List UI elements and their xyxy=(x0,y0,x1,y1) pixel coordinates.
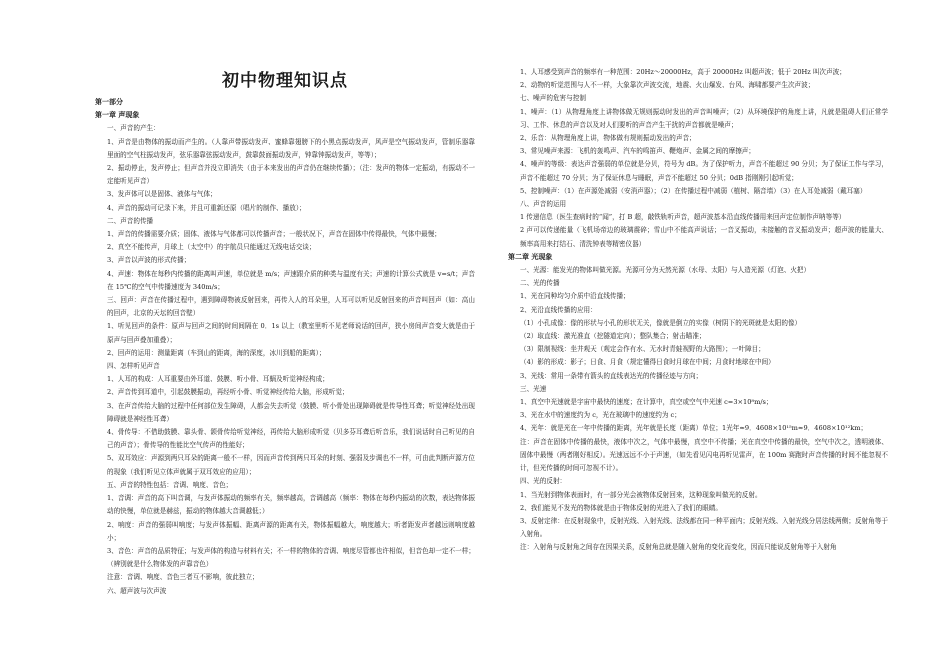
paragraph: 3、发声体可以是固体、液体与气体； xyxy=(107,190,217,199)
paragraph: 1、音调：声音的高下叫音调，与发声体振动的频率有关，频率越高，音调越高（频率：物体在每秒内振动的次数，表达物体振动的快慢，单位就是赫兹，振动的物体越大音调越低；） xyxy=(107,494,475,516)
paragraph: 三、回声：声音在传播过程中，遇到障碍物被反射回来，再传入人的耳朵里，人耳可以听见反射回来的声音叫回声（如：高山的回声，北京的天坛的回音壁） xyxy=(107,296,475,318)
paragraph: 3、常见噪声来源：飞机的轰鸣声、汽车的鸣笛声、鞭炮声、金属之间的摩擦声； xyxy=(520,147,755,156)
paragraph: 一、光源：能发光的物体叫做光源。光源可分为天然光源（水母、太阳）与人造光源（灯泡、火把） xyxy=(520,266,811,275)
paragraph: 一、声音的产生： xyxy=(107,124,160,133)
paragraph: （1）小孔成像：像的形状与小孔的形状无关，像就是倒立的实像（树阴下的光斑就是太阳的像） xyxy=(520,318,802,327)
right-column xyxy=(508,66,888,555)
paragraph: 4、光年：就是光在一年中传播的距离，光年就是长度（距离）单位；1光年≈9．4608×10¹⁵m≈9．4608×10¹²km； xyxy=(520,424,868,433)
paragraph: 1、噪声：（1）从物理角度上讲物体做无规则振动时发出的声音叫噪声；（2）从环境保护的角度上讲，凡就是阻碍人们正常学习、工作、休息的声音以及对人们要听的声音产生干扰的声音都就是噪声； xyxy=(520,107,888,129)
paragraph: 注：声音在固体中传播的最快，液体中次之，气体中最慢，真空中不传播；光在真空中传播的最快，空气中次之，透明液体、固体中最慢（两者刚好相反）。光速远远不小于声速，（如先看见闪电再听见雷声，在 100m 赛跑时声音传播的时间不能忽视不计，但光传播的时间可忽视不计）。 xyxy=(520,437,888,473)
paragraph: 1 传递信息（医生查病时的“闻”，打 B 超，敲铁轨听声音，超声波基本沿直线传播用来回声定位制作声呐等等） xyxy=(520,213,846,222)
paragraph: 2、光沿直线传播的应用： xyxy=(520,305,597,314)
paragraph: 3、反射定律：在反射现象中，反射光线、入射光线、法线都在同一种平面内；反射光线、入射光线分居法线两侧；反射角等于入射角。 xyxy=(520,516,888,539)
paragraph: 3、音色：声音的品质特征；与发声体的构造与材料有关；不一样的物体的音调、响度尽管都也许相似，但音色却一定不一样；（辨别就是什么物体发的声靠音色） xyxy=(107,546,475,569)
paragraph: 注意：音调、响度、音色三者互不影响，彼此独立； xyxy=(107,573,259,582)
paragraph: 1、声音是由物体的振动而产生的。（人靠声带振动发声、蜜蜂靠翅膀下的小黑点振动发声，风声是空气振动发声，管制乐器靠里面的空气柱振动发声，弦乐器靠弦振动发声，鼓靠鼓面振动发声，钟靠钟振动发声，等等）； xyxy=(107,137,475,159)
paragraph: （2）取直线：激光准直（挖隧道定向）；整队集合；射击瞄准； xyxy=(520,332,706,341)
paragraph: 二、声音的传播 xyxy=(107,216,154,225)
paragraph: 2、回声的运用：测量距离（车到山的距离，海的深度，冰川到船的距离）； xyxy=(107,348,326,357)
paragraph: 2、真空不能传声，月球上（太空中）的宇航员只能通过无线电话交谈； xyxy=(107,243,316,252)
paragraph: 2、响度：声音的强弱叫响度；与发声体振幅、距离声源的距离有关，物体振幅越大，响度越大；听者距发声者越远则响度越小； xyxy=(107,520,475,542)
paragraph: 4、声速：物体在每秒内传播的距离叫声速，单位就是 m/s；声速跟介质的种类与温度有关；声速的计算公式就是 v=s/t；声音在 15℃的空气中传播速度为 340m/s； xyxy=(107,269,475,291)
paragraph: 五、声音的特性包括：音调、响度、音色； xyxy=(107,480,233,489)
paragraph: 2、振动停止，发声停止；但声音并没立即消失（由于本来发出的声音仍在继续传播）；（注：发声的物体一定振动，有振动不一定能听见声音） xyxy=(107,164,475,186)
paragraph: 1、真空中光速就是宇宙中最快的速度；在计算中，真空或空气中光速 c=3×10⁸m/s； xyxy=(520,398,773,407)
paragraph: 注：入射角与反射角之间存在因果关系，反射角总就是随入射角的变化而变化，因而只能说反射角等于入射角 xyxy=(520,543,837,552)
paragraph: 四、怎样听见声音 xyxy=(107,362,160,371)
paragraph: （3）限制视线：坐井观天（观定会作有水、无水时青蛙视野的大路图）；一叶障目； xyxy=(520,345,765,354)
paragraph: 2、动物的听觉范围与人不一样，大象靠次声波交流，地震、火山爆发、台风、海啸都要产生次声波； xyxy=(520,81,815,90)
section-heading: 第一章 声现象 xyxy=(95,111,140,120)
left-column xyxy=(95,66,475,598)
paragraph: 5、控制噪声：（1）在声源处减弱（安消声器）；（2）在传播过程中减弱（植树、隔音墙）（3）在人耳处减弱（戴耳塞） xyxy=(520,186,867,195)
paragraph: 1、人耳的构成：人耳重要由外耳道、鼓膜、听小骨、耳蜗及听觉神经构成； xyxy=(107,375,329,384)
paragraph: 2、声音传到耳道中，引起鼓膜振动，再经听小骨、听觉神经传给大脑，形成听觉； xyxy=(107,388,349,397)
section-heading: 第二章 光现象 xyxy=(508,252,553,261)
paragraph: 1、光在同种均匀介质中沿直线传播； xyxy=(520,292,630,301)
paragraph: 1、当光射到物体表面时，有一部分光会被物体反射回来，这种现象叫做光的反射。 xyxy=(520,490,762,499)
page-title: 初中物理知识点 xyxy=(222,71,348,91)
paragraph: 3、声音以声波的形式传播； xyxy=(107,256,191,265)
paragraph: 四、光的反射： xyxy=(520,477,567,486)
paragraph: 4、声音的振动可记录下来，并且可重新还原（唱片的制作、播放）； xyxy=(107,203,306,212)
paragraph: 1、听见回声的条件：原声与回声之间的时间间隔在 0．1s 以上（教室里听不见老师说话的回声，狭小房间声音变大就是由于原声与回声叠加重叠）； xyxy=(107,322,475,344)
paragraph: 1、人耳感受到声音的频率有一种范围：20Hz～20000Hz，高于 20000Hz 叫超声波；低于 20Hz 叫次声波； xyxy=(520,68,846,76)
paragraph: 二、光的传播 xyxy=(520,279,560,288)
paragraph: 5、双耳效应：声源到两只耳朵的距离一般不一样，因而声音传到两只耳朵的时刻、强弱及步调也不一样，可由此判断声源方位的现象（我们听见立体声就属于双耳效应的应用）； xyxy=(107,454,475,476)
paragraph: 4、骨传导：不借助鼓膜、靠头骨、颌骨传给听觉神经，再传给大脑形成听觉（贝多芬耳聋后听音乐，我们说话时自己听见的自己的声音）；骨传导的性能比空气传声的性能好； xyxy=(107,428,475,450)
paragraph: 2、我们能见不发光的物体就是由于物体反射的光进入了我们的眼睛。 xyxy=(520,503,723,512)
paragraph: 七、噪声的危害与控制 xyxy=(520,94,586,103)
paragraph: 3、光线：常用一条带有箭头的直线表达光的传播径迹与方向； xyxy=(520,371,703,380)
paragraph: 1、声音的传播需要介质；固体、液体与气体都可以传播声音；一般状况下，声音在固体中传得最快，气体中最慢； xyxy=(107,230,441,239)
paragraph: 3、在声音传给大脑的过程中任何部位发生障碍，人都会失去听觉（鼓膜、听小骨处出现障碍就是传导性耳聋；听觉神经处出现障碍就是神经性耳聋） xyxy=(107,401,475,423)
paragraph: 三、光速 xyxy=(520,384,547,393)
paragraph: （4）影的形成：影子；日食、月食（规定懂得日食时月球在中间；月食时地球在中间） xyxy=(520,358,775,367)
paragraph: 2 声可以传递能量（飞机场帝边的玻璃震碎；雪山中不能高声说话；一音叉振动，未接触的音叉振动发声；超声波的能量大、频率高用来打结石、清洗钟表等精密仪器） xyxy=(520,226,888,248)
paragraph: 八、声音的运用 xyxy=(520,200,567,209)
paragraph: 2、乐音：从物理角度上讲，物体做有规则振动发出的声音； xyxy=(520,134,696,143)
paragraph: 3、光在水中的速度约为 c，光在玻璃中的速度约为 c； xyxy=(520,411,681,420)
right-column-body xyxy=(508,66,888,555)
paragraph: 4、噪声的等级：表达声音强弱的单位就是分贝，符号为 dB。为了保护听力，声音不能超过 90 分贝；为了保证工作与学习，声音不能超过 70 分贝；为了保证休息与睡眠，声音不能超过 50 分贝；0dB 指刚刚引起听觉； xyxy=(520,160,888,182)
section-heading: 第一部分 xyxy=(95,98,123,106)
left-column-body xyxy=(95,96,475,598)
paragraph: 六、超声波与次声波 xyxy=(107,586,167,595)
